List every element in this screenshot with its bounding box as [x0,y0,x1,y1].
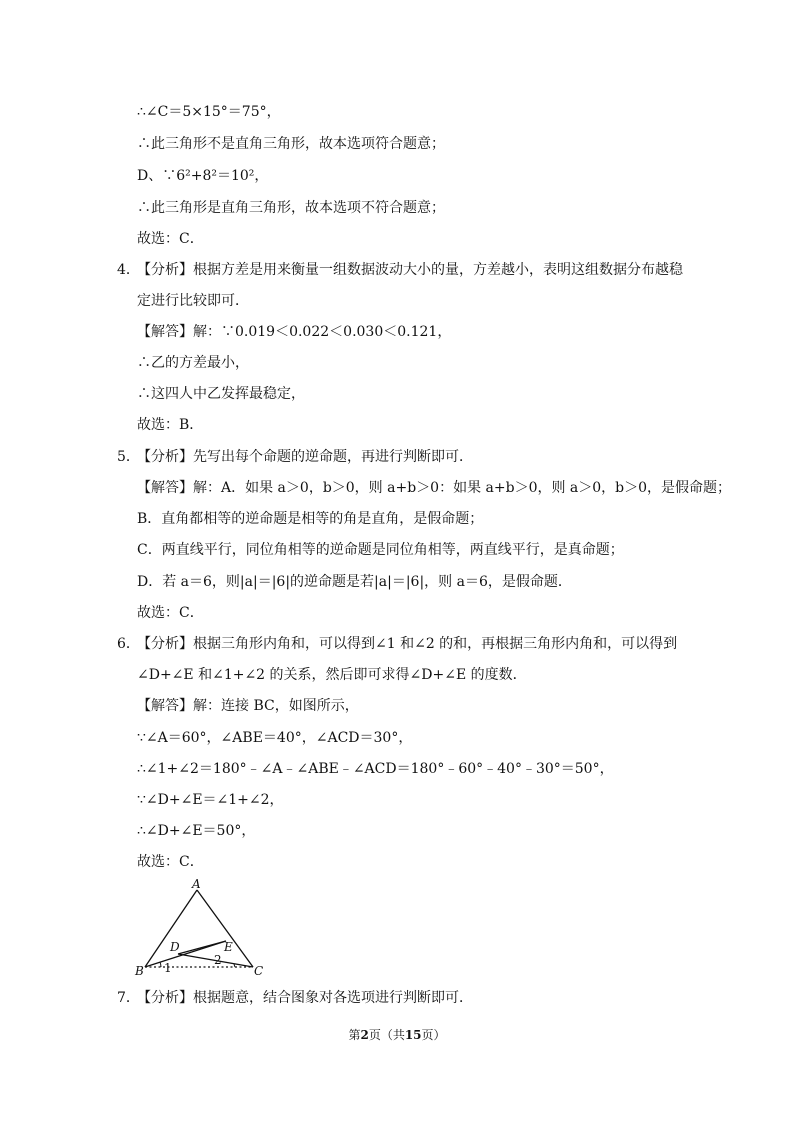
vertex-label-b: B [135,964,144,978]
question-number: 7． [117,990,140,1006]
text-line: 【分析】根据方差是用来衡量一组数据波动大小的量，方差越小，表明这组数据分布越稳 [137,262,683,278]
question-5-analysis [117,447,473,467]
question-4-analysis [117,260,683,280]
text-line: 故选：C． [137,854,204,870]
vertex-label-d: D [170,940,180,954]
footer-prefix: 第 [348,1028,361,1042]
question-number: 5． [117,449,140,465]
vertex-label-c: C [254,964,264,978]
question-number: 6． [117,636,140,652]
text-line: B．直角都相等的逆命题是相等的角是直角，是假命题； [137,511,484,527]
text-line: ∴∠C＝5×15°＝75°， [137,104,281,120]
triangle-figure [134,876,266,980]
angle-1-arc [160,962,161,967]
angle-label-2: 2 [214,953,222,967]
question-number: 4． [117,262,140,278]
text-line: ∴∠D+∠E＝50°， [137,823,256,839]
text-line: D、∵6²+8²＝10²， [137,168,269,184]
text-line: ∴这四人中乙发挥最稳定， [137,386,305,402]
vertex-label-e: E [224,940,233,954]
footer-middle: 页（共 [368,1028,405,1042]
text-line: ∵∠A＝60°，∠ABE＝40°，∠ACD＝30°， [137,730,413,746]
text-line: ∴此三角形不是直角三角形，故本选项符合题意； [137,136,445,152]
angle-label-1: 1 [164,961,172,975]
text-line: 【分析】根据三角形内角和，可以得到∠1 和∠2 的和，再根据三角形内角和，可以得到 [137,636,678,652]
text-line: 【解答】解：连接 BC，如图所示， [137,698,359,714]
text-line: 故选：B． [137,417,204,433]
triangle-diagram [134,876,266,980]
segment-ac [197,890,253,967]
text-line: 定进行比较即可． [137,293,249,309]
page-number: 2 [360,1028,369,1042]
footer-suffix: 页） [421,1028,446,1042]
question-7-analysis [117,988,473,1008]
text-line: 【解答】解：∵0.019＜0.022＜0.030＜0.121， [137,324,452,340]
text-line: ∴此三角形是直角三角形，故本选项不符合题意； [137,200,445,216]
vertex-label-a: A [192,877,201,891]
text-line: ∴∠1+∠2＝180°﹣∠A﹣∠ABE﹣∠ACD＝180°﹣60°﹣40°﹣30°＝50°， [137,761,614,777]
text-line: 故选：C． [137,231,204,247]
text-line: 故选：C． [137,605,204,621]
text-line: ∠D+∠E 和∠1+∠2 的关系，然后即可求得∠D+∠E 的度数． [137,667,527,683]
text-line: ∵∠D+∠E＝∠1+∠2， [137,792,284,808]
text-line: D．若 a＝6，则|a|＝|6|的逆命题是若|a|＝|6|，则 a＝6，是假命题． [137,574,572,590]
page-total: 15 [404,1028,422,1042]
text-line: ∴乙的方差最小， [137,355,249,371]
text-line: C．两直线平行，同位角相等的逆命题是同位角相等，两直线平行，是真命题； [137,542,624,558]
page-footer [0,1027,794,1043]
text-line: 【分析】先写出每个命题的逆命题，再进行判断即可． [137,449,473,465]
text-line: 【分析】根据题意，结合图象对各选项进行判断即可． [137,990,473,1006]
text-line: 【解答】解：A．如果 a＞0，b＞0，则 a+b＞0：如果 a+b＞0，则 a＞0，b＞0，是假命题； [137,480,732,496]
question-6-analysis [117,634,677,654]
